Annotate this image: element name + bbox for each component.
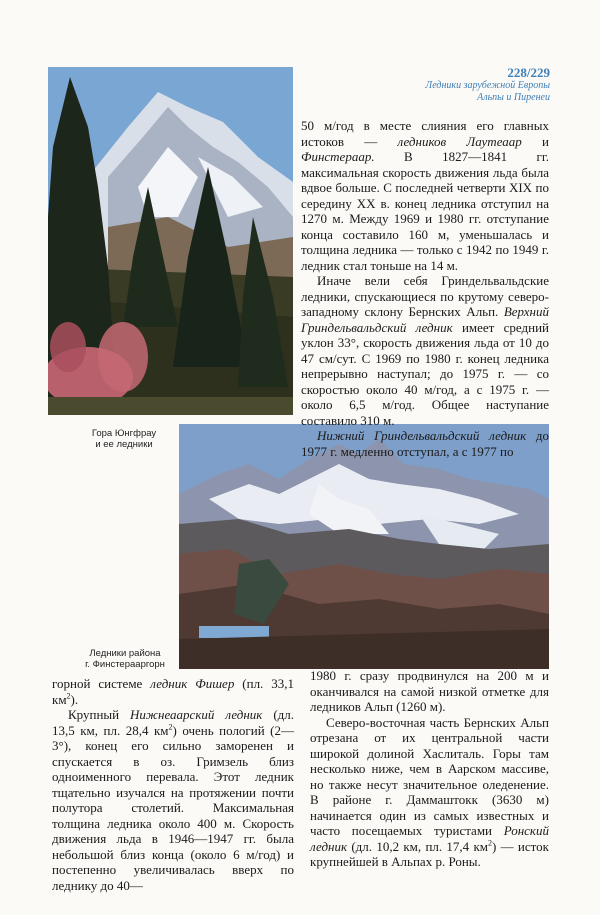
jungfrau-caption-line2: и ее ледники bbox=[95, 439, 153, 450]
finsteraarhorn-photo-art bbox=[179, 424, 549, 669]
paragraph-rhone-glacier: Северо-восточная часть Бернских Альп отрезана от их центральной части широкой долиной Хаслиталь. Горы там несколько ниже, чем в Аарском массиве, но также несут значительное оледенение. В районе г. Даммаштокк (3630 м) начинается один из самых известных и часто посещаемых туристами Ронский ледник (дл. 10,2 км, пл. 17,4 $км^2$) — исток крупнейшей в Альпах р. Роны. bbox=[310, 714, 549, 869]
paragraph-unteraar: Крупный Нижнеаарский ледник (дл. 13,5 км, пл. 28,4 $км^2$) очень пологий (2—3°), конец его сильно заморенен и спускается в оз. Гримзель близ одноименного перевала. Этот ледник тщательно изучался на протяжении почти полутора столетий. Максимальная толщина ледника около 400 м. Скорость движения льда в 1946—1947 гг. была небольшой близ конца (около 6 м/год) и постепенно увеличивалась вверх по леднику до 40— bbox=[52, 707, 295, 893]
finsteraarhorn-photo bbox=[179, 424, 549, 669]
paragraph-fischer: горной системе ледник Фишер (пл. 33,1 $км^2$). bbox=[52, 676, 295, 707]
paragraph-lower-grindelwald: Нижний Гриндельвальдский ледник до 1977 г. медленно отступал, а с 1977 по bbox=[301, 428, 549, 459]
subsection-title: Альпы и Пиренеи bbox=[477, 92, 550, 103]
finsteraarhorn-caption bbox=[60, 648, 190, 670]
paragraph-lauteaar: 50 м/год в месте слияния его главных истоков — ледников Лаутеаар и Финстераар. В 1827—1841 гг. максимальная скорость движения льда была вдвое больше. С последней четверти XIX по середину XX в. конец ледника отступил на 1270 м. Между 1969 и 1980 гг. отступание конца составило 160 м, уменьшалась и толщина ледника — только с 1942 по 1949 г. ледник стал тоньше на 14 м. bbox=[301, 118, 549, 273]
right-column-text bbox=[301, 118, 549, 459]
jungfrau-photo bbox=[48, 67, 293, 415]
bottom-right-column-text bbox=[310, 668, 549, 870]
paragraph-grindelwald: Иначе вели себя Гриндельвальдские ледники, спускающиеся по крутому северо-западному склону Бернских Альп. Верхний Гриндельвальдский ледник имеет средний уклон 33°, скорость движения льда от 10 до 47 см/сут. С 1969 по 1980 г. конец ледника непрерывно наступал; до 1975 г. — со скоростью около 40 м/год, а с 1975 г. — около 6,5 м/год. Общее наступание составило 310 м. bbox=[301, 273, 549, 428]
page-numbers: 228/229 bbox=[507, 65, 550, 80]
jungfrau-caption bbox=[74, 428, 174, 450]
section-title: Ледники зарубежной Европы bbox=[425, 80, 550, 91]
running-header bbox=[425, 66, 550, 104]
bottom-left-column-text bbox=[52, 676, 294, 893]
jungfrau-caption-line1: Гора Юнгфрау bbox=[91, 428, 157, 439]
finsteraarhorn-caption-line2: г. Финстерааргорн bbox=[85, 659, 165, 670]
paragraph-lowest-point: 1980 г. сразу продвинулся на 200 м и оканчивался на самой низкой отметке для ледников Альп (1260 м). bbox=[310, 668, 549, 714]
jungfrau-photo-art bbox=[48, 67, 293, 415]
finsteraarhorn-caption-line1: Ледники района bbox=[89, 648, 161, 659]
